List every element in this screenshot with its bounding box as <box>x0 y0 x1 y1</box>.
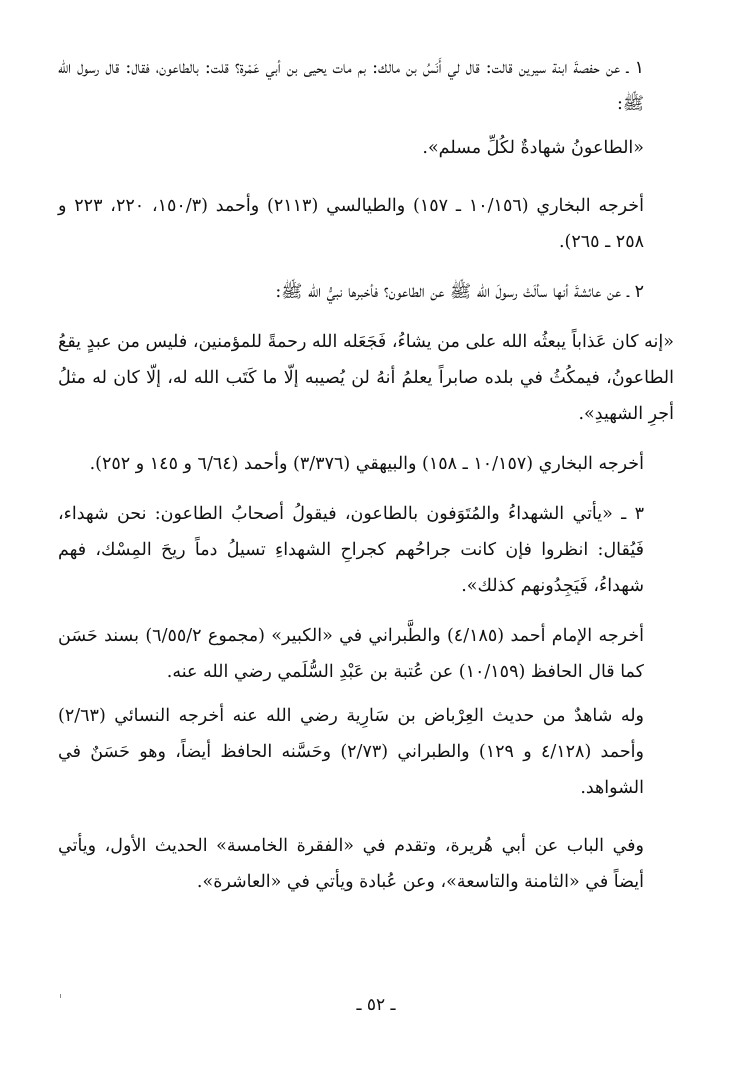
page-number: ـ ٥٢ ـ <box>356 995 396 1015</box>
hadith-3-text: ٣ ـ «يأتي الشهداءُ والمُتَوَفون بالطاعون، فيقولُ أصحابُ الطاعون: نحن شهداء، فَيُقال: انظروا فإن كانت جراحُهم كجراحِ الشهداءِ تسيلُ دماً ريحَ المِسْك، فهم شهداءُ، فَيَجِدُونهم كذلك». <box>58 504 644 596</box>
hadith-2-text: ٢ ـ عن عائشةَ أنها سألَتْ رسولَ الله ﷺ عن الطاعون؟ فأخبرها نبيُّ الله ﷺ: <box>275 282 644 302</box>
page-body <box>58 50 674 900</box>
hadith-2-quote: «إنه كان عَذاباً يبعثُه الله على من يشاءُ، فَجَعَله الله رحمةً للمؤمنين، فليس من عبدٍ يقعُ الطاعونُ، فيمكُثُ في بلده صابراً يعلمُ أنهُ لن يُصيبه إلّا ما كَتَب الله له، إلّا كان له مثلُ أجرِ الشهيدِ». <box>58 332 674 424</box>
bab-note: وفي الباب عن أبي هُريرة، وتقدم في «الفقرة الخامسة» الحديث الأول، ويأتي أيضاً في «الثامنة والتاسعة»، وعن عُبادة ويأتي في «العاشرة». <box>58 836 644 892</box>
hadith-1-text: ١ ـ عن حفصةَ ابنة سيرين قالت: قال لي أَنَسُ بن مالك: بم مات يحيى بن أبي عَمْرة؟ قلت: بالطاعون، فقال: قال رسول الله ﷺ: <box>58 58 644 114</box>
hadith-1-quote: «الطاعونُ شهادةٌ لكُلِّ مسلم». <box>422 138 644 158</box>
hadith-3-shahid: وله شاهدٌ من حديث العِرْباض بن سَارِية رضي الله عنه أخرجه النسائي (٢/٦٣) وأحمد (٤/١٢٨ و ١٢٩) والطبراني (٢/٧٣) وحَسَّنه الحافظ أيضاً، وهو حَسَنٌ في الشواهد. <box>58 706 644 798</box>
hadith-1-takhrij: أخرجه البخاري (١٠/١٥٦ ـ ١٥٧) والطيالسي (٢١١٣) وأحمد (١٥٠/٣، ٢٢٠، ٢٢٣ و ٢٥٨ ـ ٢٦٥). <box>58 196 644 252</box>
hadith-2-takhrij: أخرجه البخاري (١٠/١٥٧ ـ ١٥٨) والبيهقي (٣/٣٧٦) وأحمد (٦/٦٤ و ١٤٥ و ٢٥٢). <box>89 454 644 474</box>
hadith-3-takhrij: أخرجه الإمام أحمد (٤/١٨٥) والطَّبراني في «الكبير» (مجموع ٦/٥٥/٢) بسند حَسَن كما قال الحافظ (١٠/١٥٩) عن عُتبة بن عَبْدِ السُّلَمي رضي الله عنه. <box>58 626 644 682</box>
